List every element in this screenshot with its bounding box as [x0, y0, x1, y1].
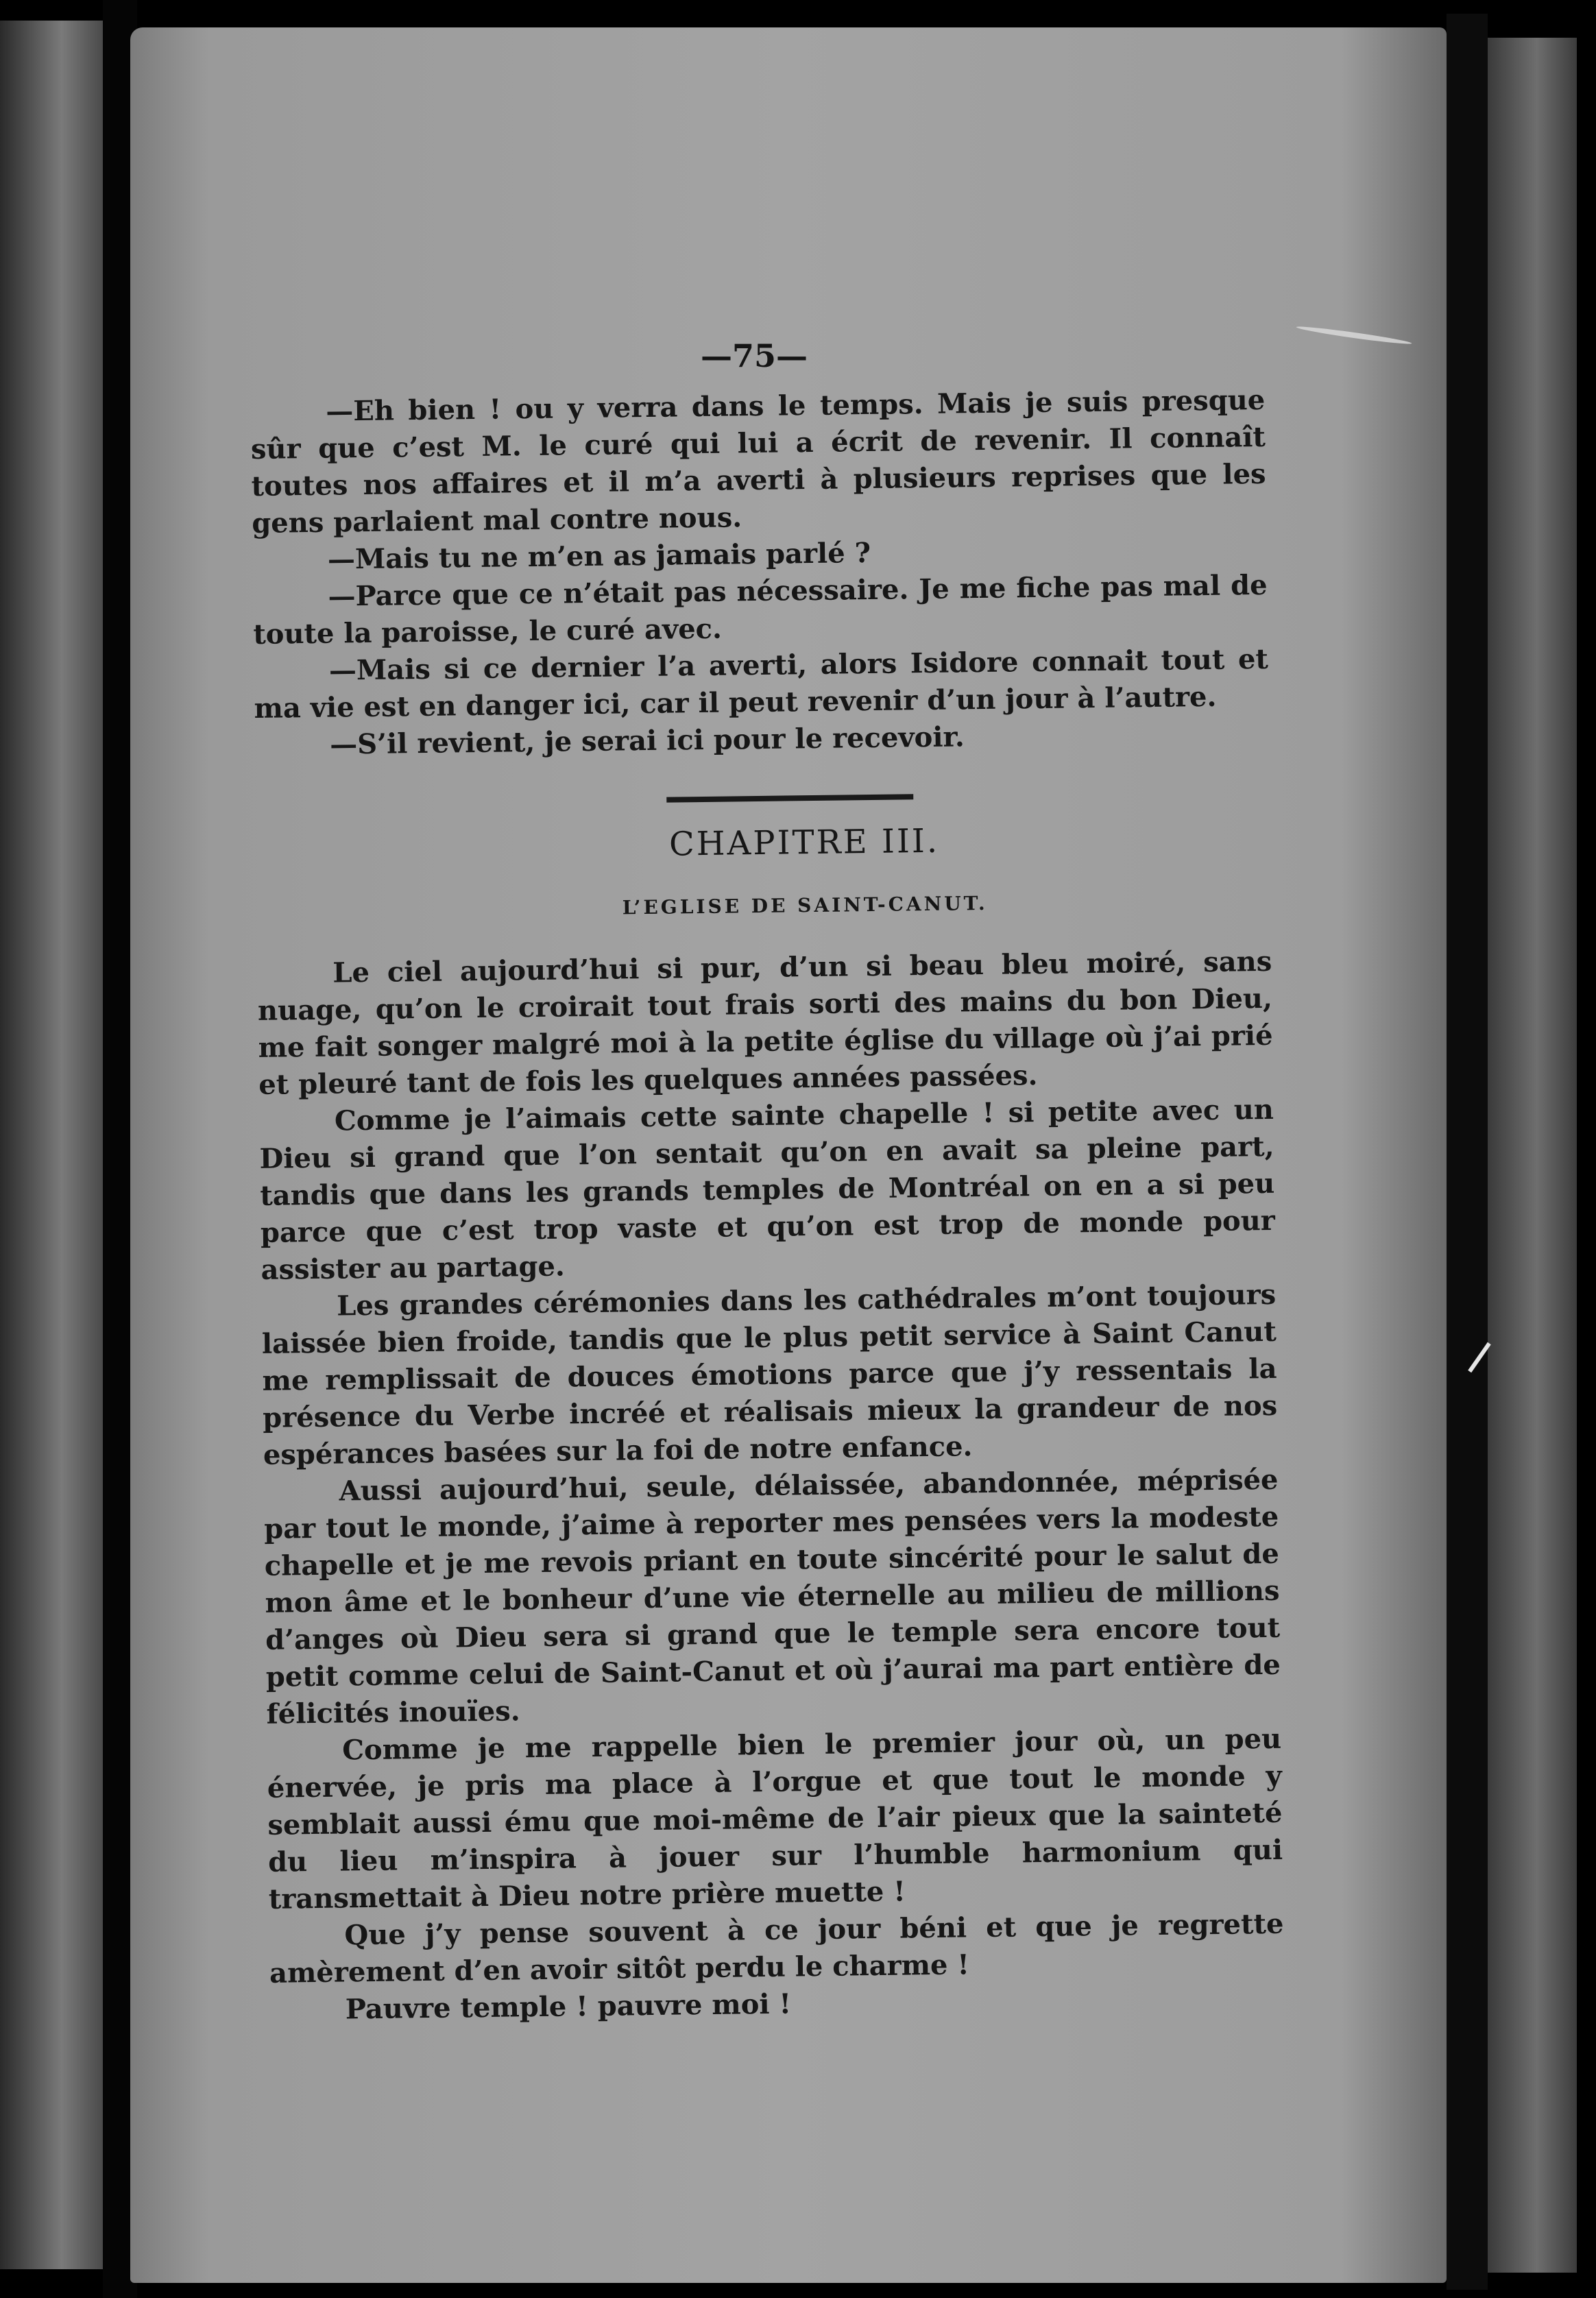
dialogue-line: —S’il revient, je serai ici pour le recevoir.	[329, 721, 965, 761]
body-paragraph: Comme je me rappelle bien le premier jour où, un peu énervée, je pris ma place à l’orgue et que tout le monde y semblait aussi ému que moi-même de l’air pieux que la sainteté du lieu m’inspira à jouer sur l’humble harmonium qui transmettait à Dieu notre prière muette !	[267, 1722, 1283, 1915]
body-paragraph: Le ciel aujourd’hui si pur, d’un si beau bleu moiré, sans nuage, qu’on le croirait tout frais sorti des mains du bon Dieu, me fait songer malgré moi à la petite église du village où j’ai prié et pleuré tant de fois les quelques années passées.	[257, 945, 1273, 1101]
chapter-subtitle: L’EGLISE DE SAINT-CANUT.	[622, 891, 988, 919]
dialogue-line: —Mais tu ne m’en as jamais parlé ?	[327, 536, 871, 576]
book-edge	[1488, 38, 1577, 2273]
body-paragraph: Pauvre temple ! pauvre moi !	[345, 1987, 792, 2026]
section-divider	[666, 794, 913, 802]
dialogue-line: —Parce que ce n’était pas nécessaire. Je me fiche pas mal de toute la paroisse, le curé avec.	[252, 568, 1268, 651]
body-paragraph: Comme je l’aimais cette sainte chapelle ! si petite avec un Dieu si grand que l’on sentait qu’on en avait sa pleine part, tandis que dans les grands temples de Montréal on en a si peu parce que c’est trop vaste et qu’on est trop de monde pour assister au partage.	[259, 1093, 1276, 1286]
chapter-title: CHAPITRE III.	[668, 821, 940, 864]
page-number: —75—	[700, 337, 808, 374]
adjacent-page-edge	[0, 21, 103, 2269]
body-paragraph: Aussi aujourd’hui, seule, délaissée, abandonnée, méprisée par tout le monde, j’aime à reporter mes pensées vers la modeste chapelle et je me revois priant en toute sincérité pour le salut de mon âme et le bonheur d’une vie éternelle au milieu de millions d’anges où Dieu sera si grand que le temple sera encore tout petit comme celui de Saint-Canut et où j’aurai ma part entière de félicités inouïes.	[263, 1463, 1281, 1730]
body-paragraph: Les grandes cérémonies dans les cathédrales m’ont toujours laissée bien froide, tandis que le plus petit service à Saint Canut me remplissait de douces émotions parce que j’y ressentais la présence du Verbe incréé et réalisais mieux la grandeur de nos espérances basées sur la foi de notre enfance.	[261, 1278, 1278, 1471]
dialogue-line: —Mais si ce dernier l’a averti, alors Isidore connait tout et ma vie est en danger ici, car il peut revenir d’un jour à l’autre.	[254, 642, 1269, 725]
page-text	[250, 382, 1285, 2029]
page-shadow	[1447, 14, 1488, 2290]
dialogue-line: —Eh bien ! ou y verra dans le temps. Mais je suis presque sûr que c’est M. le curé qui lui a écrit de revenir. Il connaît toutes nos affaires et il m’a averti à plusieurs reprises que les gens parlaient mal contre nous.	[250, 383, 1266, 540]
body-paragraph: Que j’y pense souvent à ce jour béni et que je regrette amèrement d’en avoir sitôt perdu le charme !	[269, 1907, 1284, 1989]
